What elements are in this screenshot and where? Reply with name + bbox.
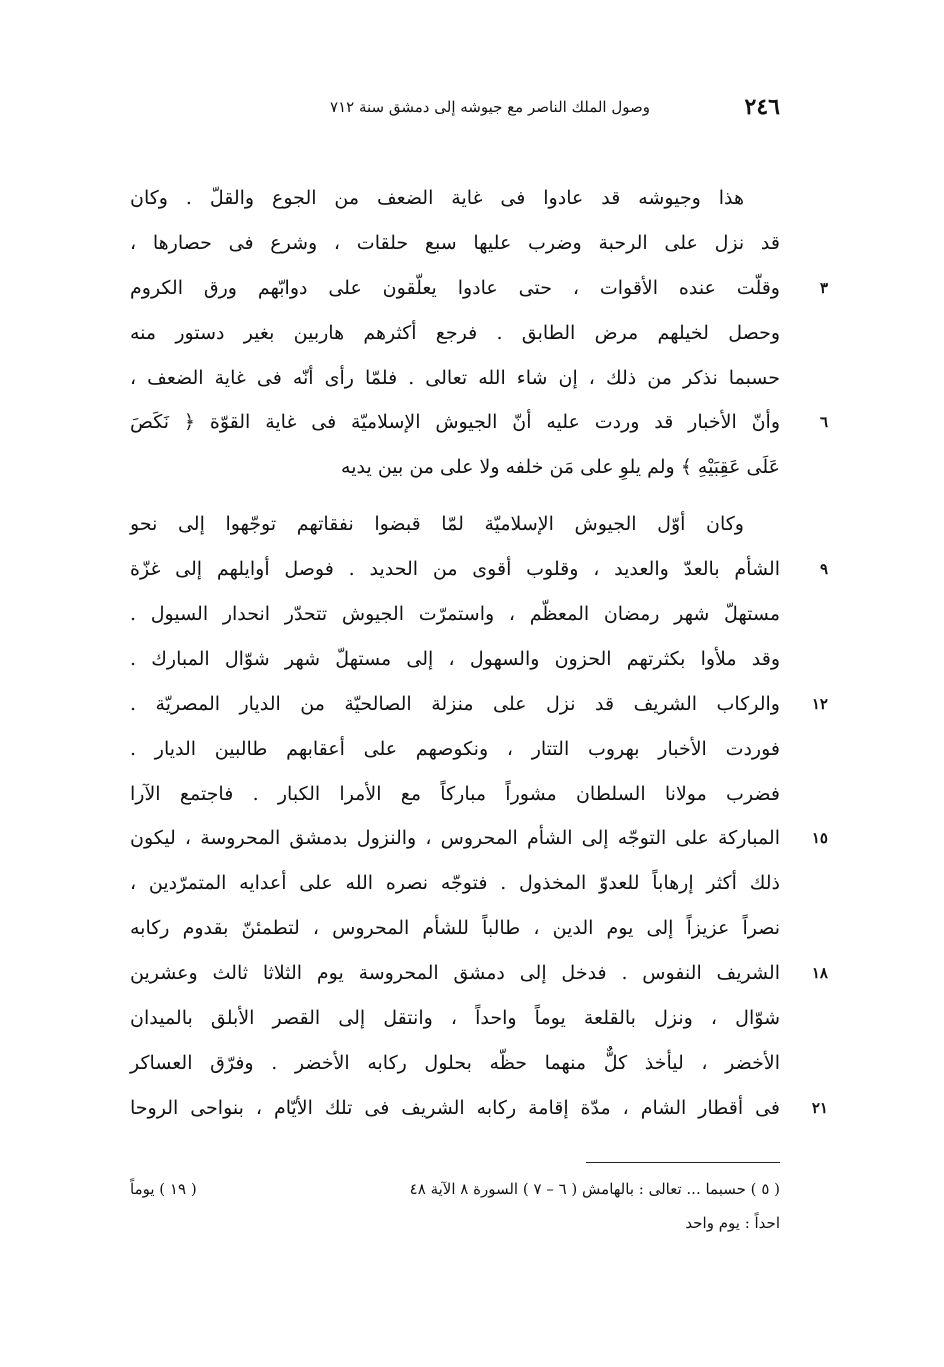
text-line-content: فضرب مولانا السلطان مشوراً مباركاً مع الأمرا الكبار . فاجتمع الآرا (130, 782, 780, 805)
footnote-text-right: ( ٥ ) حسبما ... تعالى : بالهامش ( ٦ – ٧ ) السورة ٨ الآية ٤٨ (409, 1180, 780, 1198)
text-line (130, 816, 828, 861)
text-line-content: فى أقطار الشام ، مدّة إقامة ركابه الشريف فى تلك الأيّام ، بنواحى الروحا (130, 1096, 780, 1119)
text-line-content: عَلَى عَقِبَيْهِ ﴾ ولم يلوِ على مَن خلفه ولا على من بين يديه (341, 456, 780, 479)
line-number: ٩ (819, 560, 828, 579)
line-number: ١٢ (811, 694, 828, 713)
running-title: وصول الملك الناصر مع جيوشه إلى دمشق سنة ٧١٢ (330, 98, 650, 116)
text-line (130, 311, 780, 356)
footnote-line (130, 1172, 780, 1206)
text-line (130, 996, 780, 1041)
text-line-content: الشريف النفوس . فدخل إلى دمشق المحروسة يوم الثلاثا ثالث وعشرين (130, 962, 780, 985)
text-line (130, 176, 780, 221)
text-line-content: وأنّ الأخبار قد وردت عليه أنّ الجيوش الإسلاميّة فى غاية القوّة ﴿ نَكَصَ (130, 411, 780, 434)
text-line-content: وقد ملأوا بكثرتهم الحزون والسهول ، إلى مستهلّ شهر شوّال المبارك . (130, 647, 780, 670)
text-line (130, 951, 828, 996)
footnote-divider (586, 1162, 780, 1163)
text-line-content: ذلك أكثر إرهاباً للعدوّ المخذول . فتوجّه نصره الله على أعدايه المتمرّدين ، (130, 872, 780, 895)
text-line-content: الشأم بالعدّ والعديد ، وقلوب أقوى من الحديد . فوصل أوايلهم إلى غزّة (130, 558, 780, 581)
text-line (130, 682, 828, 727)
text-line-content: وكان أوّل الجيوش الإسلاميّة لمّا قبضوا نفقاتهم توجّهوا إلى نحو (130, 513, 744, 536)
text-line (130, 861, 780, 906)
text-line (130, 592, 780, 637)
page-number: ٢٤٦ (744, 94, 780, 120)
text-line-content: وقلّت عنده الأقوات ، حتى عادوا يعلّقون على دوابّهم ورق الكروم (130, 276, 780, 299)
text-line (130, 356, 780, 401)
line-number: ٦ (819, 413, 828, 432)
footnote-text-left: ( ١٩ ) يوماً (130, 1180, 197, 1198)
line-number: ٢١ (811, 1098, 828, 1117)
text-line (130, 221, 780, 266)
page-header (190, 94, 780, 128)
text-line (130, 906, 780, 951)
line-number: ١٥ (811, 829, 828, 848)
text-line (130, 1041, 780, 1086)
text-line (130, 727, 780, 772)
text-line-content: الأخضر ، ليأخذ كلٌّ منهما حظّه بحلول ركابه الأخضر . وفرّق العساكر (130, 1051, 780, 1074)
text-line (130, 637, 780, 682)
text-line-content: قد نزل على الرحبة وضرب عليها سبع حلقات ، وشرع فى حصارها ، (130, 231, 780, 254)
text-line-content: والركاب الشريف قد نزل على منزلة الصالحيّة من الديار المصريّة . (130, 692, 780, 715)
text-line-content: فوردت الأخبار بهروب التتار ، ونكوصهم على أعقابهم طالبين الديار . (130, 737, 780, 760)
text-line-content: المباركة على التوجّه إلى الشأم المحروس ، والنزول بدمشق المحروسة ، ليكون (130, 827, 780, 850)
text-line-content: وحصل لخيلهم مرض الطابق . فرجع أكثرهم هاربين بغير دستور منه (130, 321, 780, 344)
footnote-line-continued: احداً : يوم واحد (685, 1214, 780, 1232)
text-line (130, 445, 780, 490)
line-number: ٣ (819, 278, 828, 297)
text-line (130, 547, 828, 592)
text-line (130, 502, 780, 547)
text-line (130, 266, 828, 311)
text-line (130, 400, 828, 445)
main-text (130, 176, 828, 1131)
footnotes (130, 1172, 780, 1240)
text-line-content: هذا وجيوشه قد عادوا فى غاية الضعف من الجوع والقلّ . وكان (130, 187, 744, 209)
text-line (130, 1086, 828, 1131)
text-line (130, 772, 780, 817)
text-line-content: مستهلّ شهر رمضان المعظّم ، واستمرّت الجيوش تتحدّر انحدار السيول . (130, 603, 780, 626)
text-line-content: نصراً عزيزاً إلى يوم الدين ، طالباً للشأم المحروس ، لتطمئنّ بقدوم ركابه (130, 917, 780, 940)
text-line-content: حسبما نذكر من ذلك ، إن شاء الله تعالى . فلمّا رأى أنّه فى غاية الضعف ، (130, 366, 780, 389)
line-number: ١٨ (811, 964, 828, 983)
text-line-content: شوّال ، ونزل بالقلعة يوماً واحداً ، وانتقل إلى القصر الأبلق بالميدان (130, 1007, 780, 1030)
